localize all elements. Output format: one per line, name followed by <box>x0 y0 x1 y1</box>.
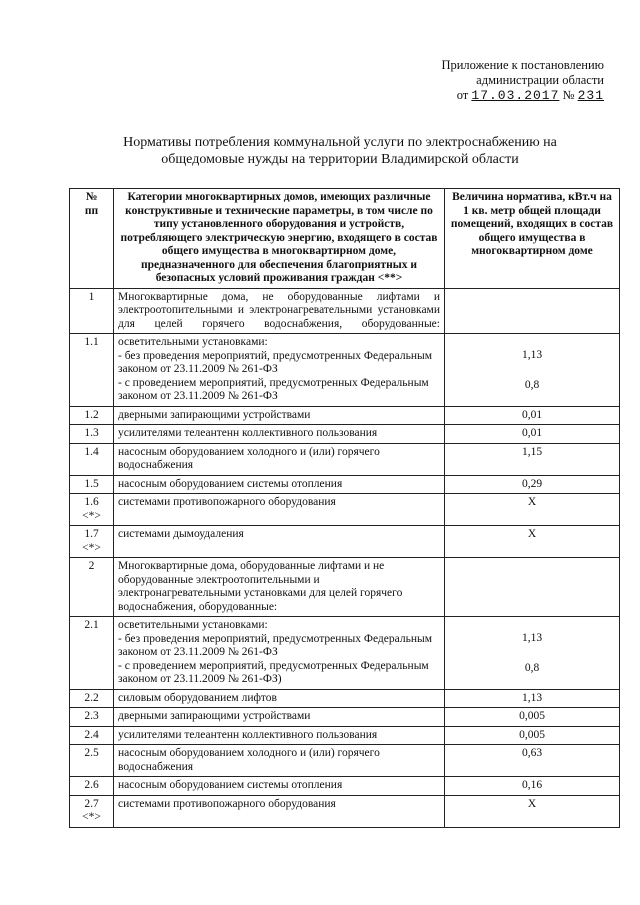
row-text: дверными запирающими устройствами <box>114 406 445 425</box>
row-number: 1.1 <box>70 334 114 407</box>
row-value: 1,13 <box>445 689 620 708</box>
row-value: X <box>445 526 620 558</box>
table-row <box>70 558 620 617</box>
row-value-option-2: 0,8 <box>524 661 540 674</box>
header-number-sign: № <box>85 191 98 203</box>
header-category: Категории многоквартирных домов, имеющих различные конструктивные и технические параметры, в том числе по типу установленного оборудования и устройств, потребляющего электрическую энергию, входящего в состав общего имущества в многоквартирном доме, предназначенного для обеспечения благоприятных и безопасных условий проживания граждан <**> <box>114 189 445 289</box>
date-prefix: от <box>456 88 469 102</box>
row-value <box>445 334 620 407</box>
title-line-2: общедомовые нужды на территории Владимирской области <box>161 152 519 167</box>
row-text-intro: осветительными установками: <box>118 336 268 348</box>
row-text <box>114 617 445 690</box>
row-footnote-mark: <*> <box>82 509 101 522</box>
row-number-main: 1.7 <box>84 528 99 540</box>
row-value: 0,005 <box>445 726 620 745</box>
row-number: 2 <box>70 558 114 617</box>
row-footnote-mark: <*> <box>82 541 101 554</box>
row-number: 1.3 <box>70 425 114 444</box>
table-row <box>70 334 620 407</box>
row-text: усилителями телеантенн коллективного пользования <box>114 425 445 444</box>
table-row <box>70 406 620 425</box>
row-text: насосным оборудованием системы отопления <box>114 475 445 494</box>
row-value: X <box>445 795 620 827</box>
row-number-main: 1.6 <box>84 496 99 508</box>
row-value: 1,15 <box>445 443 620 475</box>
row-text: системами противопожарного оборудования <box>114 795 445 827</box>
number-prefix: № <box>562 88 575 102</box>
header-number <box>70 189 114 289</box>
norms-table <box>69 188 620 828</box>
appendix-date-line <box>441 88 604 103</box>
row-value: 0,16 <box>445 777 620 796</box>
table-row <box>70 288 620 334</box>
decree-number: 231 <box>577 88 604 103</box>
table-header-row <box>70 189 620 289</box>
table-row <box>70 425 620 444</box>
row-text: дверными запирающими устройствами <box>114 708 445 727</box>
row-value: X <box>445 494 620 526</box>
row-number: 1.4 <box>70 443 114 475</box>
row-number: 1 <box>70 288 114 334</box>
row-value-option-1: 1,13 <box>521 349 543 361</box>
row-text: усилителями телеантенн коллективного пользования <box>114 726 445 745</box>
row-text-option-2: - с проведением мероприятий, предусмотренных Федеральным законом от 23.11.2009 № 261-ФЗ <box>118 376 429 402</box>
row-text-option-2: - с проведением мероприятий, предусмотренных Федеральным законом от 23.11.2009 № 261-ФЗ) <box>118 659 429 685</box>
header-number-abbr: пп <box>84 204 99 217</box>
row-text: насосным оборудованием холодного и (или) горячего водоснабжения <box>114 745 445 777</box>
row-text: Многоквартирные дома, не оборудованные лифтами и электроотопительными и электронагревательными установками для целей горячего водоснабжения, оборудованные: <box>114 288 445 334</box>
row-number: 1.2 <box>70 406 114 425</box>
table-row <box>70 617 620 690</box>
title-line-1: Нормативы потребления коммунальной услуги по электроснабжению на <box>123 135 557 150</box>
row-number <box>70 795 114 827</box>
row-number-main: 2.7 <box>84 797 99 810</box>
appendix-header <box>441 58 604 103</box>
row-text-intro: осветительными установками: <box>118 619 268 631</box>
table-row <box>70 494 620 526</box>
row-number <box>70 494 114 526</box>
row-value: 0,01 <box>445 425 620 444</box>
row-value: 0,63 <box>445 745 620 777</box>
appendix-line-1: Приложение к постановлению <box>441 58 604 72</box>
row-number <box>70 526 114 558</box>
row-footnote-mark: <*> <box>82 811 101 823</box>
table-row <box>70 795 620 827</box>
row-value <box>445 617 620 690</box>
row-number: 2.4 <box>70 726 114 745</box>
table-row <box>70 475 620 494</box>
row-text: силовым оборудованием лифтов <box>114 689 445 708</box>
row-text-option-1: - без проведения мероприятий, предусмотренных Федеральным законом от 23.11.2009 № 261-ФЗ <box>118 349 432 375</box>
row-value-option-2: 0,8 <box>524 378 540 391</box>
table-row <box>70 745 620 777</box>
row-text: насосным оборудованием холодного и (или) горячего водоснабжения <box>114 443 445 475</box>
table-row <box>70 726 620 745</box>
row-number: 2.5 <box>70 745 114 777</box>
row-value: 0,29 <box>445 475 620 494</box>
row-number: 2.6 <box>70 777 114 796</box>
row-value <box>445 558 620 617</box>
row-value-option-1: 1,13 <box>521 632 543 644</box>
page-title <box>60 134 620 168</box>
row-number: 2.2 <box>70 689 114 708</box>
row-value: 0,01 <box>445 406 620 425</box>
appendix-line-2: администрации области <box>476 73 604 87</box>
row-text <box>114 334 445 407</box>
table-row <box>70 443 620 475</box>
row-number: 2.3 <box>70 708 114 727</box>
row-text: Многоквартирные дома, оборудованные лифтами и не оборудованные электроотопительными и электронагревательными установками для целей горячего водоснабжения, оборудованные: <box>114 558 445 617</box>
header-value: Величина норматива, кВт.ч на 1 кв. метр общей площади помещений, входящих в состав общего имущества в многоквартирном доме <box>445 189 620 289</box>
decree-date: 17.03.2017 <box>471 88 560 103</box>
table-row <box>70 708 620 727</box>
table-row <box>70 526 620 558</box>
row-text: системами противопожарного оборудования <box>114 494 445 526</box>
row-value <box>445 288 620 334</box>
row-text: системами дымоудаления <box>114 526 445 558</box>
row-number: 1.5 <box>70 475 114 494</box>
row-number: 2.1 <box>70 617 114 690</box>
table-row <box>70 689 620 708</box>
row-text: насосным оборудованием системы отопления <box>114 777 445 796</box>
row-value: 0,005 <box>445 708 620 727</box>
row-text-option-1: - без проведения мероприятий, предусмотренных Федеральным законом от 23.11.2009 № 261-ФЗ <box>118 632 432 658</box>
table-row <box>70 777 620 796</box>
